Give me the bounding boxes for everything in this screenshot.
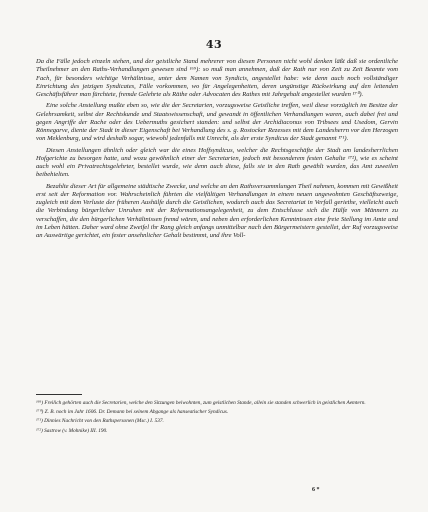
paragraph: Diesen Anstellungen ähnlich oder gleich war die eines Hoffsyndicus, welcher die Rechtsgeschäfte der Stadt am landesherrlichen Hofgerichte zu besorgen hatte, und wozu gewöhnlich einer der Secretarien, jedoch mit besonderem festen Gehalte ¹⁷²), wie es scheint auch wohl ein Privatrechtsgelehrter, bestellet wurde, wie denn auch diese, falls sie in den Rath gewählt wurden, das Amt zuweilen beibehielten. (36, 146, 398, 179)
paragraph: Eine solche Anstellung mußte eben so, wie die der Secretarien, vorzugsweise Geistliche treffen, weil diese vorzüglich im Besitze der Gelehrsamkeit, selbst der Rechtskunde und Staatswissenschaft, und gewandt in öffentlichen Verhandlungen waren, auch dabei frei und gegen Angriffe der Rache oder des Uebermuths gesichert standen: und selbst der Archidiaconus von Tribsees und Usedom, Gervin Rönnegarve, diente der Stadt in dieser Eigenschaft bei Verhandlung des s. g. Rostocker Rezesses mit dem Landesherrn vor den Herzogen von Meklenburg, und wird deshalb sogar, wiewohl jedenfalls mit Unrecht, als der erste Syndicus der Stadt genannt ¹⁷¹). (36, 102, 398, 143)
main-text (36, 58, 398, 243)
footnote-divider (36, 394, 82, 395)
paragraph: Da die Fälle jedoch einzeln stehen, und der geistliche Stand mehrerer von diesen Personen nicht wohl denken läßt daß sie ordentliche Theilnehmer an den Raths-Verhandlungen gewesen sind ¹⁶⁹): so muß man annehmen, daß der Rath nur von Zeit zu Zeit Beamte vom Fach, für besonders wichtige Verhältnisse, unter dem Namen von Syndicis, angestellet habe: wie denn auch noch vollständiger Einrichtung des jetzigen Syndicates, Fälle vorkommen, wo für Angelegenheiten, deren ungünstige Rückwirkung auf den leitenden Geschäftsführer man fürchtete, fremde Gelehrte als Räthe oder Advocaten des Rathes mit Jahrgehalt angestellet wurden ¹⁷⁰). (36, 58, 398, 98)
footnote: ¹⁷²) Sastrow (v. Mohnike) III. 190. (36, 427, 108, 434)
footnote: ¹⁷⁰) Z. B. noch im Jahr 1606. Dr. Demann bei seinem Abgange als hanseatischer Syndicus. (36, 409, 229, 416)
footnotes (36, 399, 398, 436)
sheet-signature: 6 * (312, 487, 320, 493)
page-number: 43 (205, 38, 223, 51)
footnote: ¹⁷¹) Dinnies Nachricht von den Rathspersonen (Msc.) I. 537. (36, 418, 164, 425)
footnote: ¹⁶⁹) Freilich gehörten auch die Secretarien, welche den Sitzungen beiwohnten, zum geistlichen Stande, allein sie standen schwerlich in geistlichen Aemtern. (36, 400, 366, 406)
paragraph: Bezahlte dieser Art für allgemeine städtische Zwecke, und welche an den Rathsversammlungen Theil nahmen, kommen mit Gewißheit erst seit der Reformation vor. Wahrscheinlich führten die vielfältigen Verhandlungen in einem neuen ungewohnten Geschäftszweige, zugleich mit dem Verluste der früheren Aushülfe durch die Geistlichen, wodurch auch das Secretariat in Verfall geriethe, vielleicht auch die Verbindung bürgerlicher Unruhen mit der Reformationsangelegenheit, zu dem Entschlusse sich die Hülfe von Männern zu verschaffen, die den bürgerlichen Verhältnissen fremd wären, und neben den erforderlichen Kenntnissen eine freie Stellung im Amte und im Leben hätten. Daher ward ohne Zweifel ihr Rang gleich anfangs unmittelbar nach den Bürgermeistern gestellet, der Ruf vorzugsweise an Auswärtige gerichtet, ein fester ansehnlicher Gehalt bestimmt, und ihre Voll- (36, 182, 398, 239)
